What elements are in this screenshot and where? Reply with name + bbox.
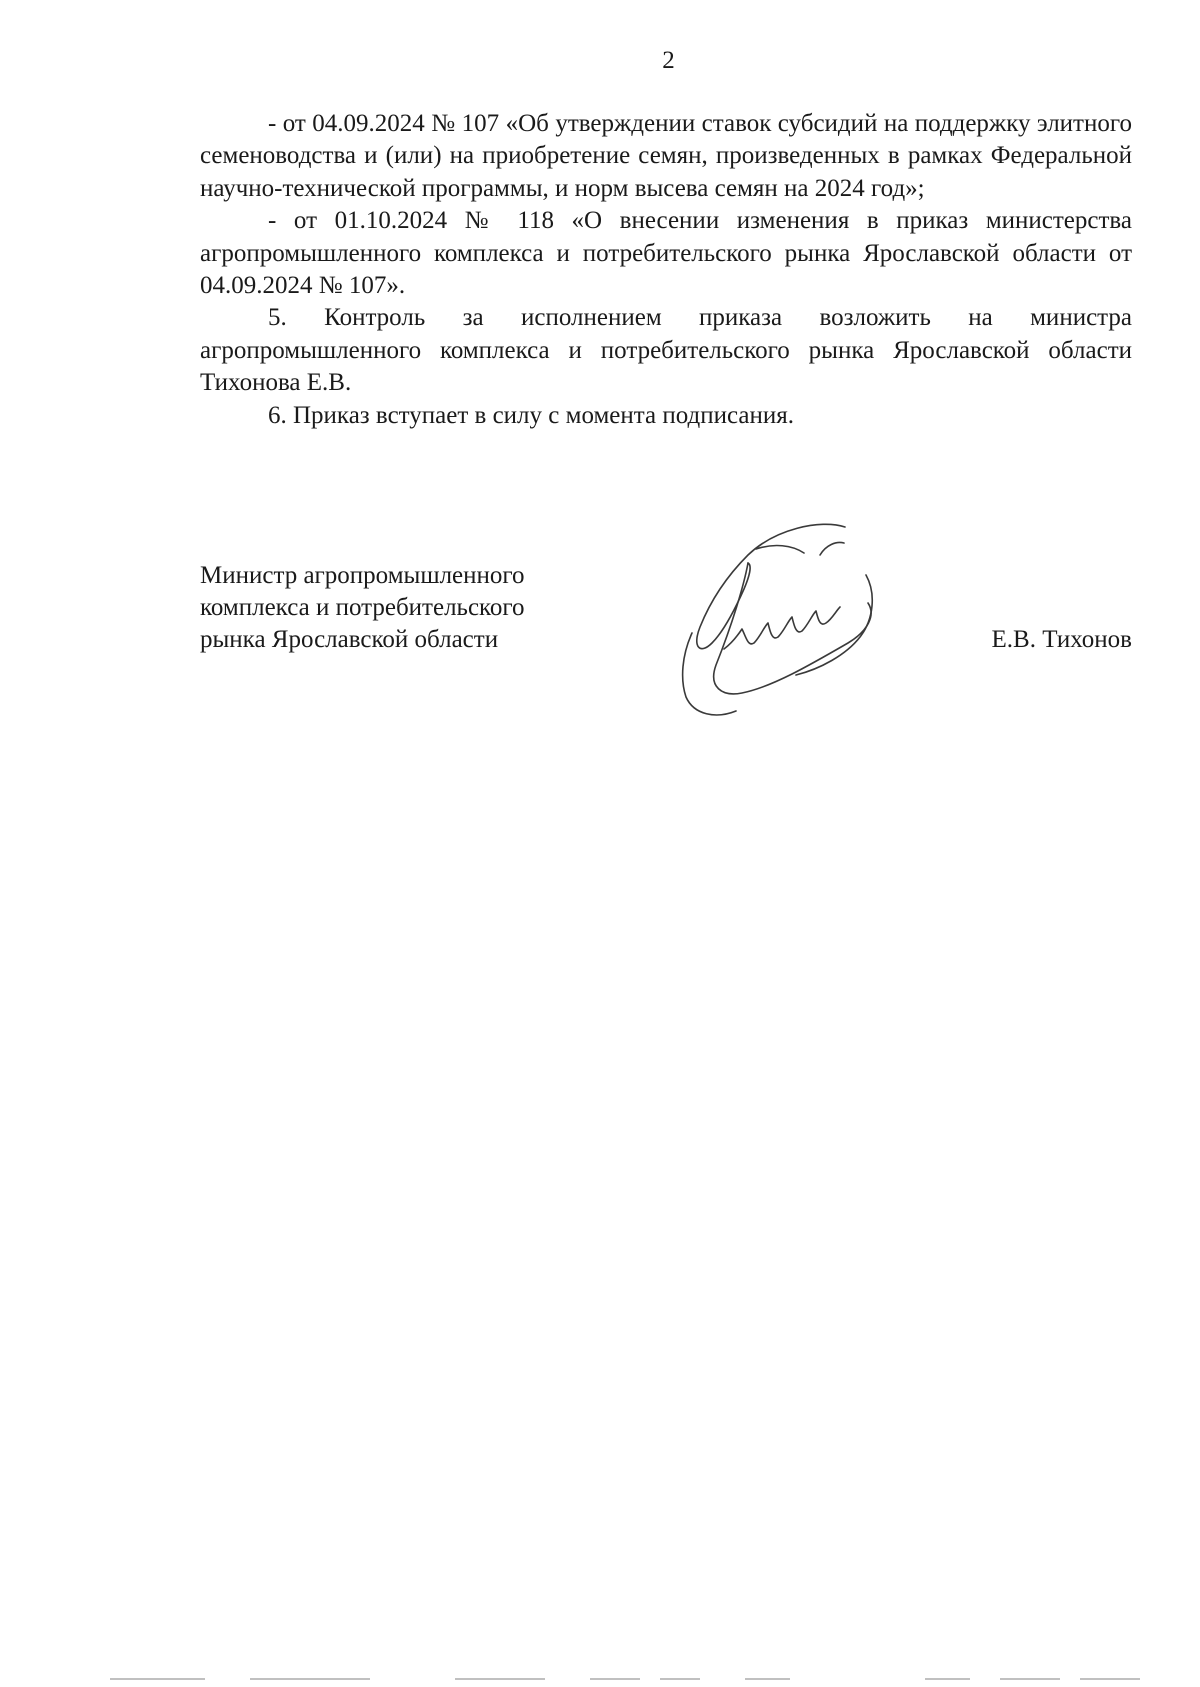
signature-block <box>200 560 1132 700</box>
scan-edge-marks <box>0 1676 1200 1682</box>
signer-title: Министр агропромышленного комплекса и потребительского рынка Ярославской области <box>200 562 525 653</box>
signature-strokes <box>683 524 873 715</box>
paragraph-order-107: - от 04.09.2024 № 107 «Об утверждении ставок субсидий на поддержку элитного семеноводства и (или) на приобретение семян, произведенных в рамках Федеральной научно-технической программы, и норм высева семян на 2024 год»; <box>200 110 1132 202</box>
handwritten-signature <box>670 515 900 725</box>
page-number: 2 <box>662 47 675 74</box>
signer-name: Е.В. Тихонов <box>991 626 1132 653</box>
paragraph-order-118: - от 01.10.2024 № 118 «О внесении изменения в приказ министерства агропромышленного комплекса и потребительского рынка Ярославской области от 04.09.2024 № 107». <box>200 207 1132 300</box>
paragraph-effective-clause: 6. Приказ вступает в силу с момента подписания. <box>268 401 794 429</box>
paragraph-control-clause: 5. Контроль за исполнением приказа возложить на министра агропромышленного комплекса и потребительского рынка Ярославской области Тихонова Е.В. <box>200 304 1132 397</box>
document-body <box>200 108 1132 432</box>
